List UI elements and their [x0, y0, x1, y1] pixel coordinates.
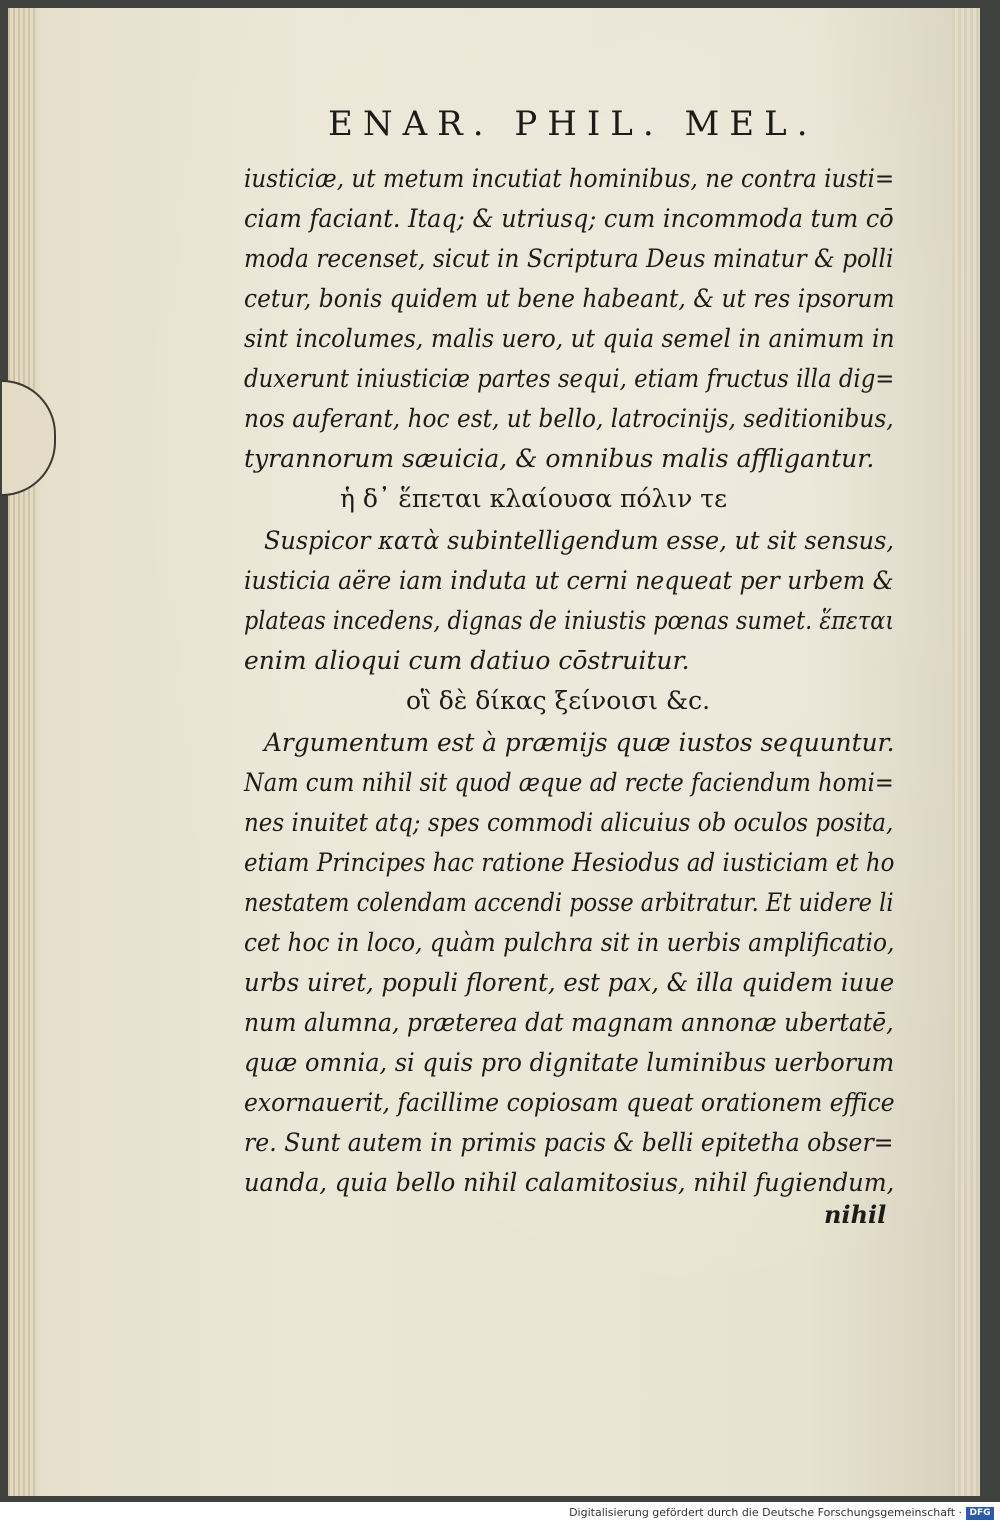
text-line-12: enim alioqui cum datiuo cōstruitur.: [244, 646, 690, 675]
text-line-10: iusticia aëre iam induta ut cerni nequeat per urbem &: [244, 566, 894, 595]
book-page: [8, 8, 980, 1496]
text-line-24: uanda, quia bello nihil calamitosius, nihil fugiendum,: [244, 1168, 895, 1197]
greek-verse-2: οἳ δὲ δίκας ξείνοισι &c.: [406, 686, 711, 715]
text-line-7: nos auferant, hoc est, ut bello, latrocinijs, seditionibus,: [244, 404, 894, 433]
text-line-8: tyrannorum sæuicia, & omnibus malis affligantur.: [244, 444, 875, 473]
text-line-4: cetur, bonis quidem ut bene habeant, & ut res ipsorum: [244, 284, 895, 313]
catchword: nihil: [824, 1200, 887, 1229]
text-line-19: urbs uiret, populi florent, est pax, & illa quidem iuue: [244, 968, 895, 997]
text-line-17: nestatem colendam accendi posse arbitratur. Et uidere li: [244, 888, 894, 917]
text-line-14: Nam cum nihil sit quod æque ad recte faciendum homi=: [244, 768, 894, 797]
text-line-5: sint incolumes, malis uero, ut quia semel in animum in: [244, 324, 895, 353]
dfg-logo-icon: DFG: [966, 1507, 994, 1520]
footer-bar: [0, 1503, 1000, 1525]
text-line-6: duxerunt iniusticiæ partes sequi, etiam fructus illa dig=: [244, 364, 895, 393]
text-line-22: exornauerit, facillime copiosam queat orationem effice: [244, 1088, 895, 1117]
running-head: ENAR. PHIL. MEL.: [328, 104, 818, 144]
text-line-2: ciam faciant. Itaq; & utriusq; cum incommoda tum cō: [244, 204, 894, 233]
footer-credit: Digitalisierung gefördert durch die Deutsche Forschungsgemeinschaft ·: [569, 1506, 962, 1519]
greek-verse-1: ἡ δ᾽ ἕπεται κλαίουσα πόλιν τε: [340, 484, 728, 513]
text-line-18: cet hoc in loco, quàm pulchra sit in uerbis amplificatio,: [244, 928, 895, 957]
text-line-15: nes inuitet atq; spes commodi alicuius ob oculos posita,: [244, 808, 894, 837]
text-line-20: num alumna, præterea dat magnam annonæ ubertatē,: [244, 1008, 894, 1037]
text-line-1: iusticiæ, ut metum incutiat hominibus, ne contra iusti=: [244, 164, 895, 193]
text-line-16: etiam Principes hac ratione Hesiodus ad iusticiam et ho: [244, 848, 895, 877]
text-line-9: Suspicor κατὰ subintelligendum esse, ut sit sensus,: [264, 526, 895, 555]
page-edges-right: [952, 8, 980, 1496]
text-line-23: re. Sunt autem in primis pacis & belli epitetha obser=: [244, 1128, 894, 1157]
text-line-3: moda recenset, sicut in Scriptura Deus minatur & polli: [244, 244, 894, 273]
text-line-13: Argumentum est à præmijs quæ iustos sequuntur.: [264, 728, 895, 757]
page-edges-left: [8, 8, 38, 1496]
text-line-11: plateas incedens, dignas de iniustis pœnas sumet. ἕπεται: [244, 606, 895, 635]
bookmark-tab: [2, 380, 56, 496]
text-line-21: quæ omnia, si quis pro dignitate luminibus uerborum: [244, 1048, 895, 1077]
